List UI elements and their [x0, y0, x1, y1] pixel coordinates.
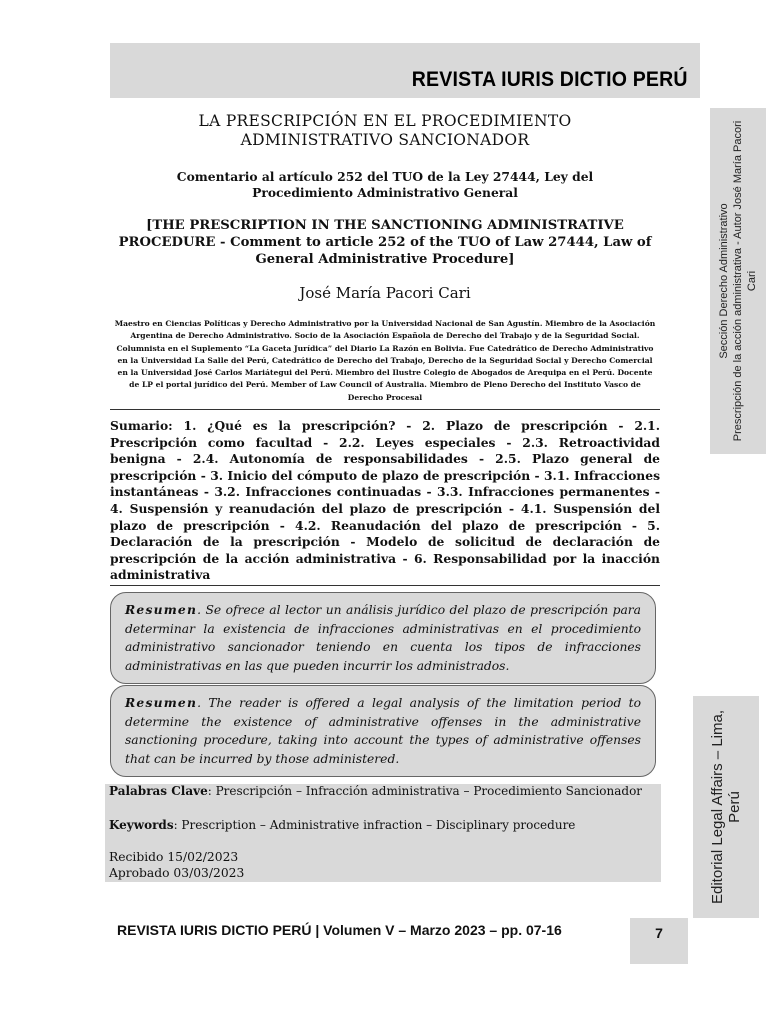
- section-label: Sección Derecho Administrativo: [718, 203, 730, 359]
- section-side-tab-text: [717, 111, 759, 451]
- section-topic-author: Prescripción de la acción administrativa - Autor José María Pacori Cari: [732, 120, 758, 442]
- article-subtitle-es: Comentario al artículo 252 del TUO de la Ley 27444, Ley del Procedimiento Administrativo General: [176, 169, 594, 200]
- footer-journal: REVISTA IURIS DICTIO PERÚ: [117, 922, 312, 938]
- keywords-es-text: : Prescripción – Infracción administrativa – Procedimiento Sancionador: [207, 784, 643, 798]
- keywords-en: [109, 818, 575, 832]
- article-title-line-2: ADMINISTRATIVO SANCIONADOR: [240, 131, 530, 149]
- summary: Sumario: 1. ¿Qué es la prescripción? - 2. Plazo de prescripción - 2.1. Prescripción como facultad - 2.2. Leyes especiales - 2.3. Retroactividad benigna - 2.4. Autonomía de responsabilidades - 2.5. Plazo general de prescripción - 3. Inicio del cómputo de plazo de prescripción - 3.1. Infracciones instantáneas - 3.2. Infracciones continuadas - 3.3. Infracciones permanentes - 4. Suspensión y reanudación del plazo de prescripción - 4.1. Suspensión del plazo de prescripción - 4.2. Reanudación del plazo de prescripción - 5. Declaración de la prescripción - Modelo de solicitud de declaración de prescripción de la acción administrativa - 6. Responsabilidad por la inacción administrativa: [110, 418, 660, 583]
- received-date: Recibido 15/02/2023: [109, 850, 239, 864]
- page-number: 7: [655, 925, 663, 941]
- abstract-es-text: . Se ofrece al lector un análisis jurídico del plazo de prescripción para determinar la existencia de infracciones administrativas en el procedimiento administrativo sancionador teniendo en cuenta los tipos de infracciones administrativas en las que pueden incurrir los administrados.: [125, 603, 641, 673]
- keywords-block: [105, 784, 661, 882]
- dates: [109, 849, 244, 881]
- publisher-side-tab-text: Editorial Legal Affairs – Lima, Perú: [709, 710, 743, 904]
- author-bio: Maestro en Ciencias Políticas y Derecho Administrativo por la Universidad Nacional de San Agustín. Miembro de la Asociación Argentina de Derecho Administrativo. Socio de la Asociación Española de Derecho del Trabajo y de la Seguridad Social. Columnista en el Suplemento “La Gaceta Jurídica” del Diario La Razón en Bolivia. Fue Catedrático de Derecho Administrativo en la Universidad La Salle del Perú, Catedrático de Derecho del Trabajo, Derecho de la Seguridad Social y Derecho Comercial en la Universidad José Carlos Mariátegui del Perú. Miembro del Ilustre Colegio de Abogados de Arequipa en el Perú. Docente de LP el portal jurídico del Perú. Member of Law Council of Australia. Miembro de Pleno Derecho del Instituto Vasco de Derecho Procesal: [114, 319, 656, 402]
- article-title: [110, 112, 660, 150]
- page-footer: [117, 922, 562, 938]
- journal-header: [110, 43, 700, 98]
- journal-title: REVISTA IURIS DICTIO PERÚ: [412, 68, 688, 91]
- keywords-en-text: : Prescription – Administrative infraction – Disciplinary procedure: [173, 818, 576, 832]
- divider: [110, 409, 660, 410]
- author-name: José María Pacori Cari: [299, 284, 471, 302]
- publisher-side-tab: [693, 696, 759, 918]
- article-subtitle-en: [THE PRESCRIPTION IN THE SANCTIONING ADMINISTRATIVE PROCEDURE - Comment to article 252 of the TUO of Law 27444, Law of General Administrative Procedure]: [118, 218, 652, 267]
- page-number-box: [630, 918, 688, 964]
- article-title-line-1: LA PRESCRIPCIÓN EN EL PROCEDIMIENTO: [198, 112, 572, 130]
- abstract-es-label: Resumen: [125, 602, 198, 617]
- footer-details: | Volumen V – Marzo 2023 – pp. 07-16: [311, 922, 562, 938]
- abstract-es-box: [110, 592, 656, 684]
- keywords-en-label: Keywords: [109, 818, 174, 832]
- keywords-es: [109, 784, 642, 798]
- abstract-en-text: . The reader is offered a legal analysis of the limitation period to determine the existence of administrative offenses in the administrative sanctioning procedure, taking into account the types of administrative offenses that can be incurred by those administered.: [125, 696, 641, 766]
- section-side-tab: [710, 108, 766, 454]
- abstract-en-label: Resumen: [125, 695, 198, 710]
- abstract-en-box: [110, 685, 656, 777]
- keywords-es-label: Palabras Clave: [109, 784, 208, 798]
- divider: [110, 585, 660, 586]
- approved-date: Aprobado 03/03/2023: [109, 866, 245, 880]
